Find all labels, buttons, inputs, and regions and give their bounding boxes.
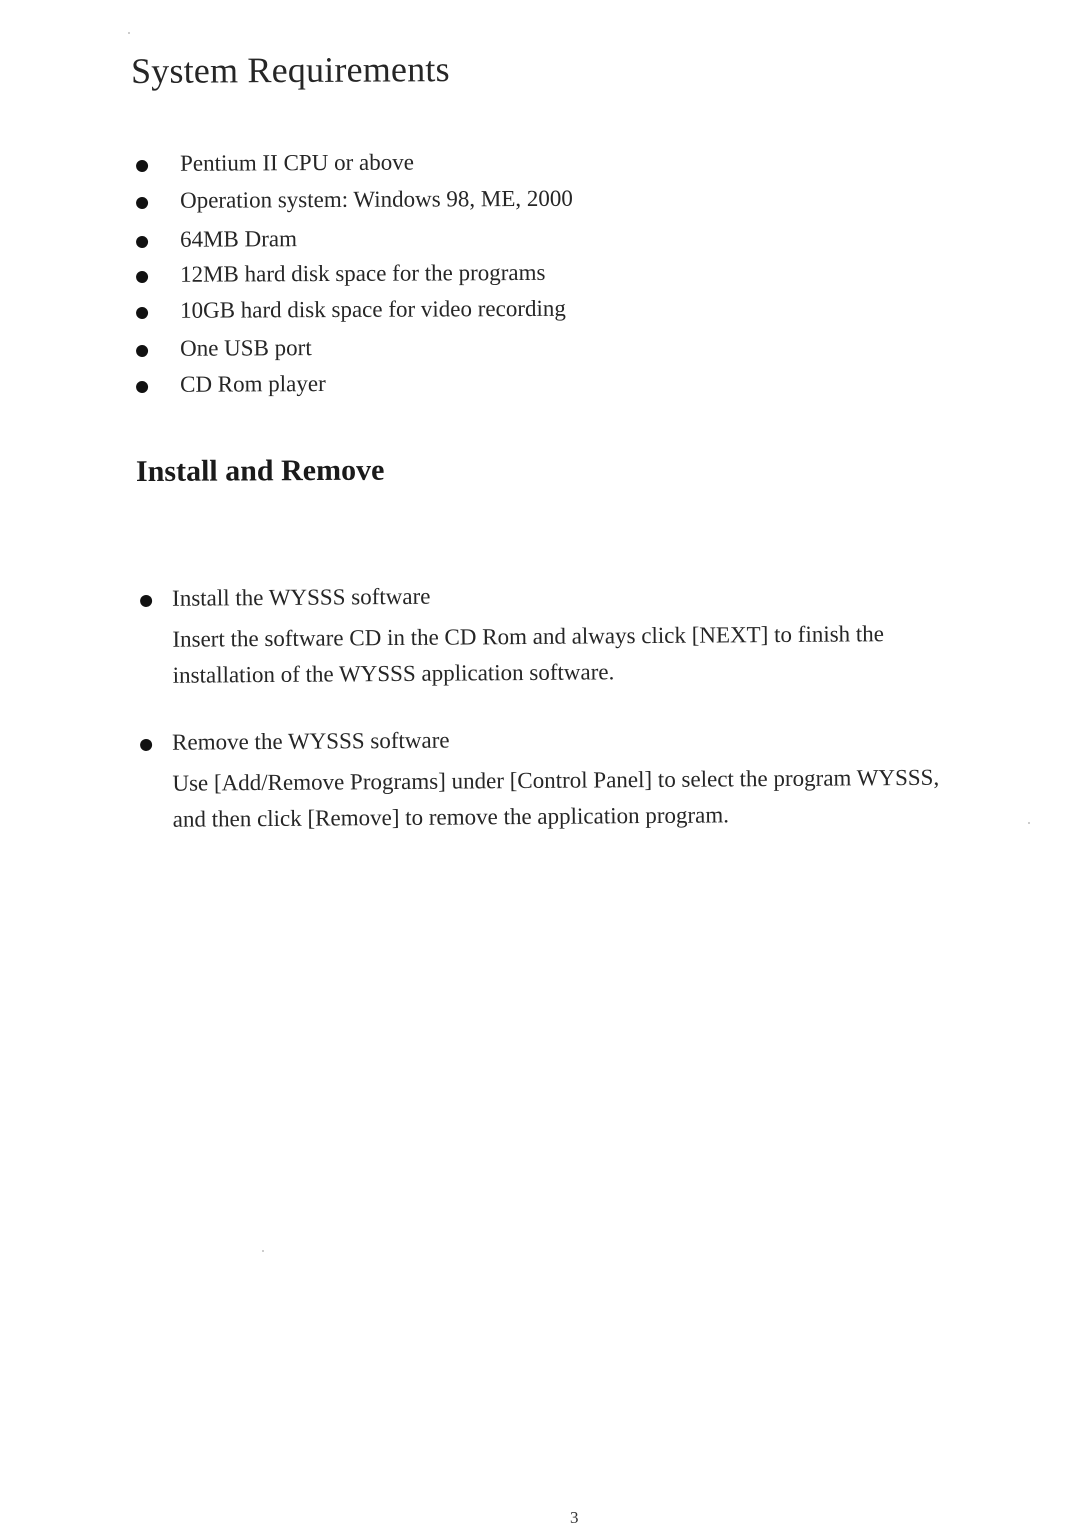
bullet-icon	[136, 307, 148, 319]
requirement-text: CD Rom player	[179, 371, 326, 397]
install-line: installation of the WYSSS application software.	[172, 659, 615, 688]
bullet-icon	[136, 160, 148, 172]
requirement-text: Pentium II CPU or above	[179, 149, 414, 176]
bullet-icon	[136, 197, 148, 209]
bullet-icon	[136, 236, 148, 248]
install-block	[140, 579, 1040, 688]
bullet-icon	[140, 739, 152, 751]
requirement-text: Operation system: Windows 98, ME, 2000	[179, 185, 573, 213]
requirement-text: 10GB hard disk space for video recording	[179, 295, 566, 323]
install-instructions	[172, 615, 993, 693]
page-title: System Requirements	[130, 49, 450, 91]
scan-speck	[1028, 822, 1030, 824]
remove-instructions	[172, 759, 993, 837]
remove-block	[140, 723, 1040, 832]
page-number: 3	[570, 1508, 579, 1527]
requirement-text: One USB port	[179, 335, 312, 361]
bullet-icon	[140, 595, 152, 607]
scan-speck	[262, 1250, 264, 1252]
scan-speck	[128, 32, 130, 34]
bullet-icon	[136, 271, 148, 283]
remove-line: Use [Add/Remove Programs] under [Control Panel] to select the program WYSSS,	[172, 764, 940, 796]
requirement-text: 12MB hard disk space for the programs	[179, 259, 546, 287]
section-title: Install and Remove	[135, 453, 385, 488]
remove-line: and then click [Remove] to remove the application program.	[172, 802, 730, 832]
bullet-icon	[136, 345, 148, 357]
install-line: Insert the software CD in the CD Rom and always click [NEXT] to finish the	[172, 621, 885, 652]
bullet-icon	[136, 381, 148, 393]
install-heading: Install the WYSSS software	[171, 583, 431, 611]
remove-heading: Remove the WYSSS software	[171, 727, 450, 755]
requirement-text: 64MB Dram	[179, 226, 298, 252]
